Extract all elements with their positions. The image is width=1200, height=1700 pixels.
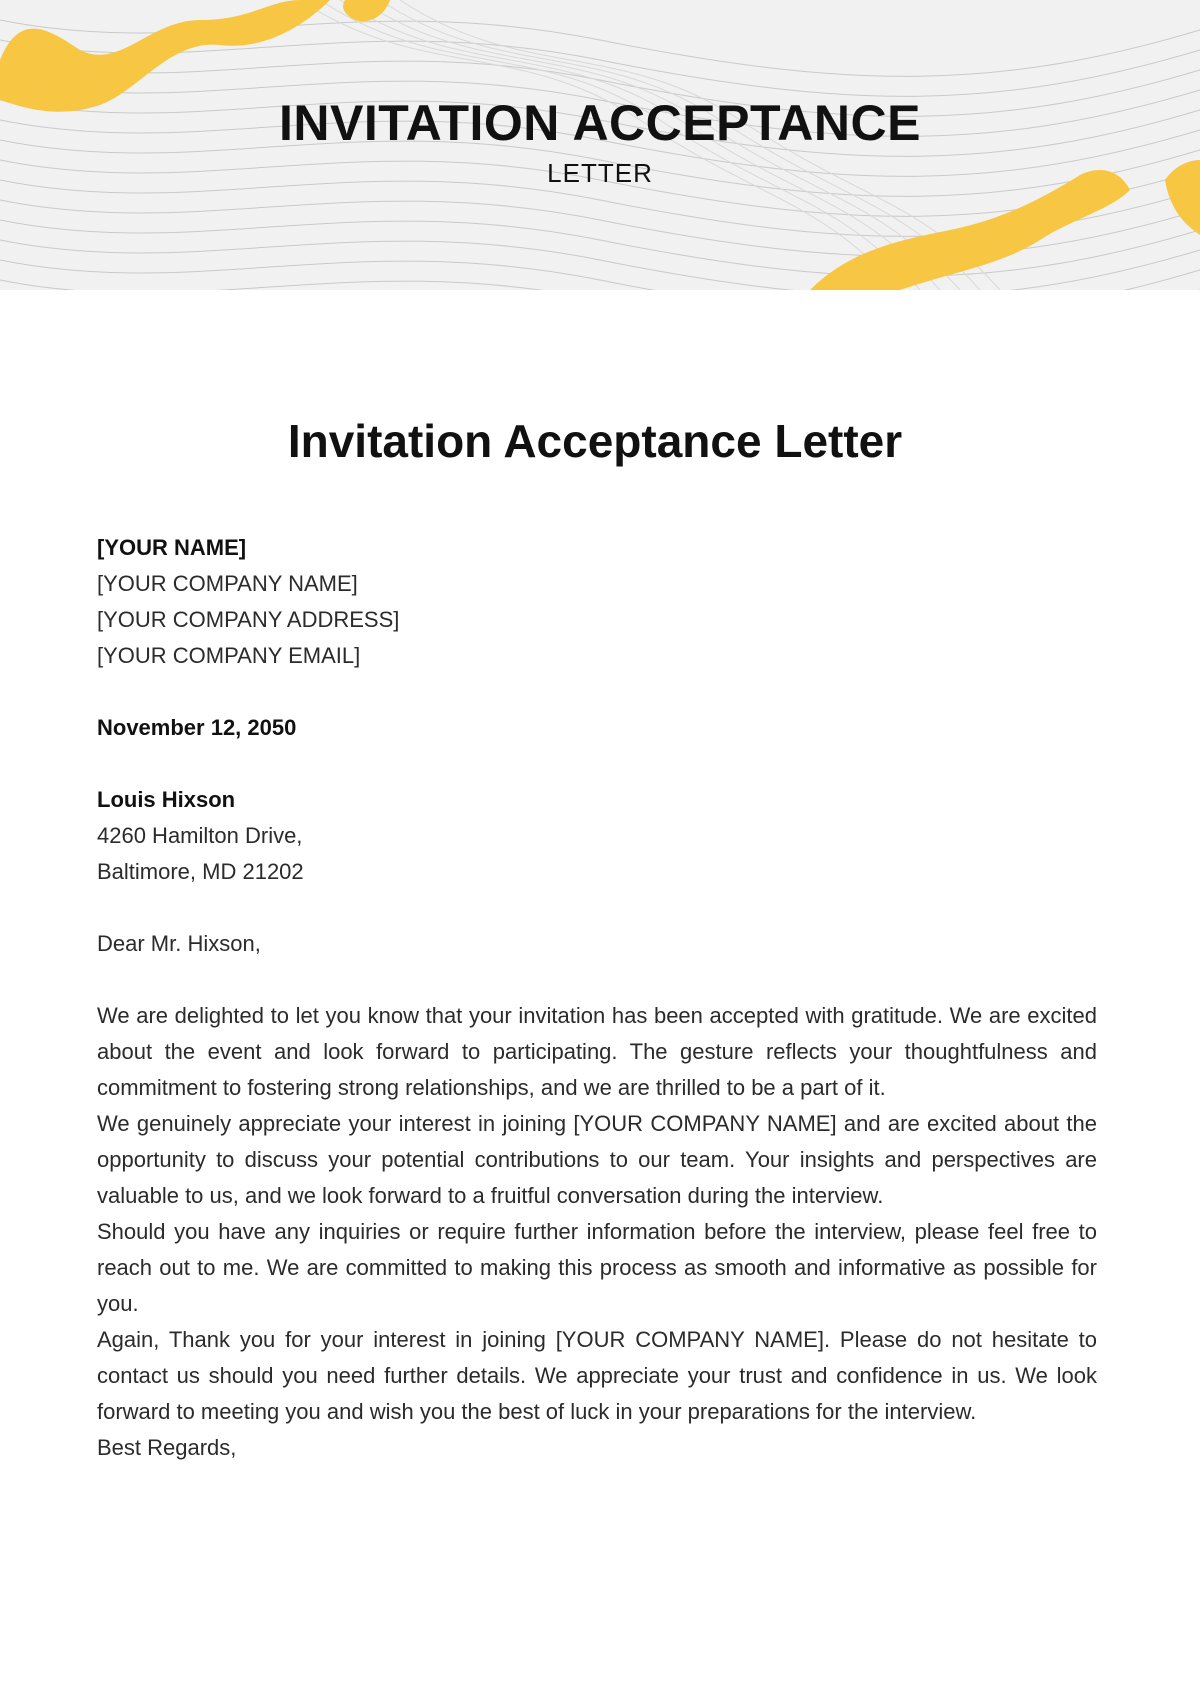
recipient-city: Baltimore, MD 21202 [97, 859, 304, 884]
sender-email: [YOUR COMPANY EMAIL] [97, 643, 361, 668]
body-paragraph: We are delighted to let you know that your invitation has been accepted with gratitude. We are excited about the event and look forward to participating. The gesture reflects your thoughtfulness and commitment to fostering strong relationships, and we are thrilled to be a part of it. [97, 1003, 1097, 1100]
sender-name: [YOUR NAME] [97, 535, 247, 560]
closing: Best Regards, [97, 1435, 237, 1460]
recipient-street: 4260 Hamilton Drive, [97, 823, 303, 848]
salutation: Dear Mr. Hixson, [97, 931, 261, 956]
banner-subtitle: LETTER [547, 158, 653, 188]
banner-title: INVITATION ACCEPTANCE [279, 95, 921, 151]
date-block [97, 710, 1097, 746]
body-paragraph: Again, Thank you for your interest in joining [YOUR COMPANY NAME]. Please do not hesitate to contact us should you need further details. We appreciate your trust and confidence in us. We look forward to meeting you and wish you the best of luck in your preparations for the interview. [97, 1327, 1097, 1424]
salutation-block [97, 926, 1097, 962]
yellow-ribbon-bottom-right [810, 170, 1130, 290]
body-paragraph: Should you have any inquiries or require further information before the interview, please feel free to reach out to me. We are committed to making this process as smooth and informative as possible for you. [97, 1219, 1097, 1316]
sender-company: [YOUR COMPANY NAME] [97, 571, 358, 596]
sender-block [97, 530, 1097, 674]
sender-address: [YOUR COMPANY ADDRESS] [97, 607, 400, 632]
letter-body [97, 530, 1097, 1466]
letter-date: November 12, 2050 [97, 715, 297, 740]
recipient-block [97, 782, 1097, 890]
recipient-name: Louis Hixson [97, 787, 236, 812]
header-banner [0, 0, 1200, 290]
body-paragraph: We genuinely appreciate your interest in joining [YOUR COMPANY NAME] and are excited about the opportunity to discuss your potential contributions to our team. Your insights and perspectives are valuable to us, and we look forward to a fruitful conversation during the interview. [97, 1111, 1097, 1208]
document-title: Invitation Acceptance Letter [287, 415, 903, 467]
